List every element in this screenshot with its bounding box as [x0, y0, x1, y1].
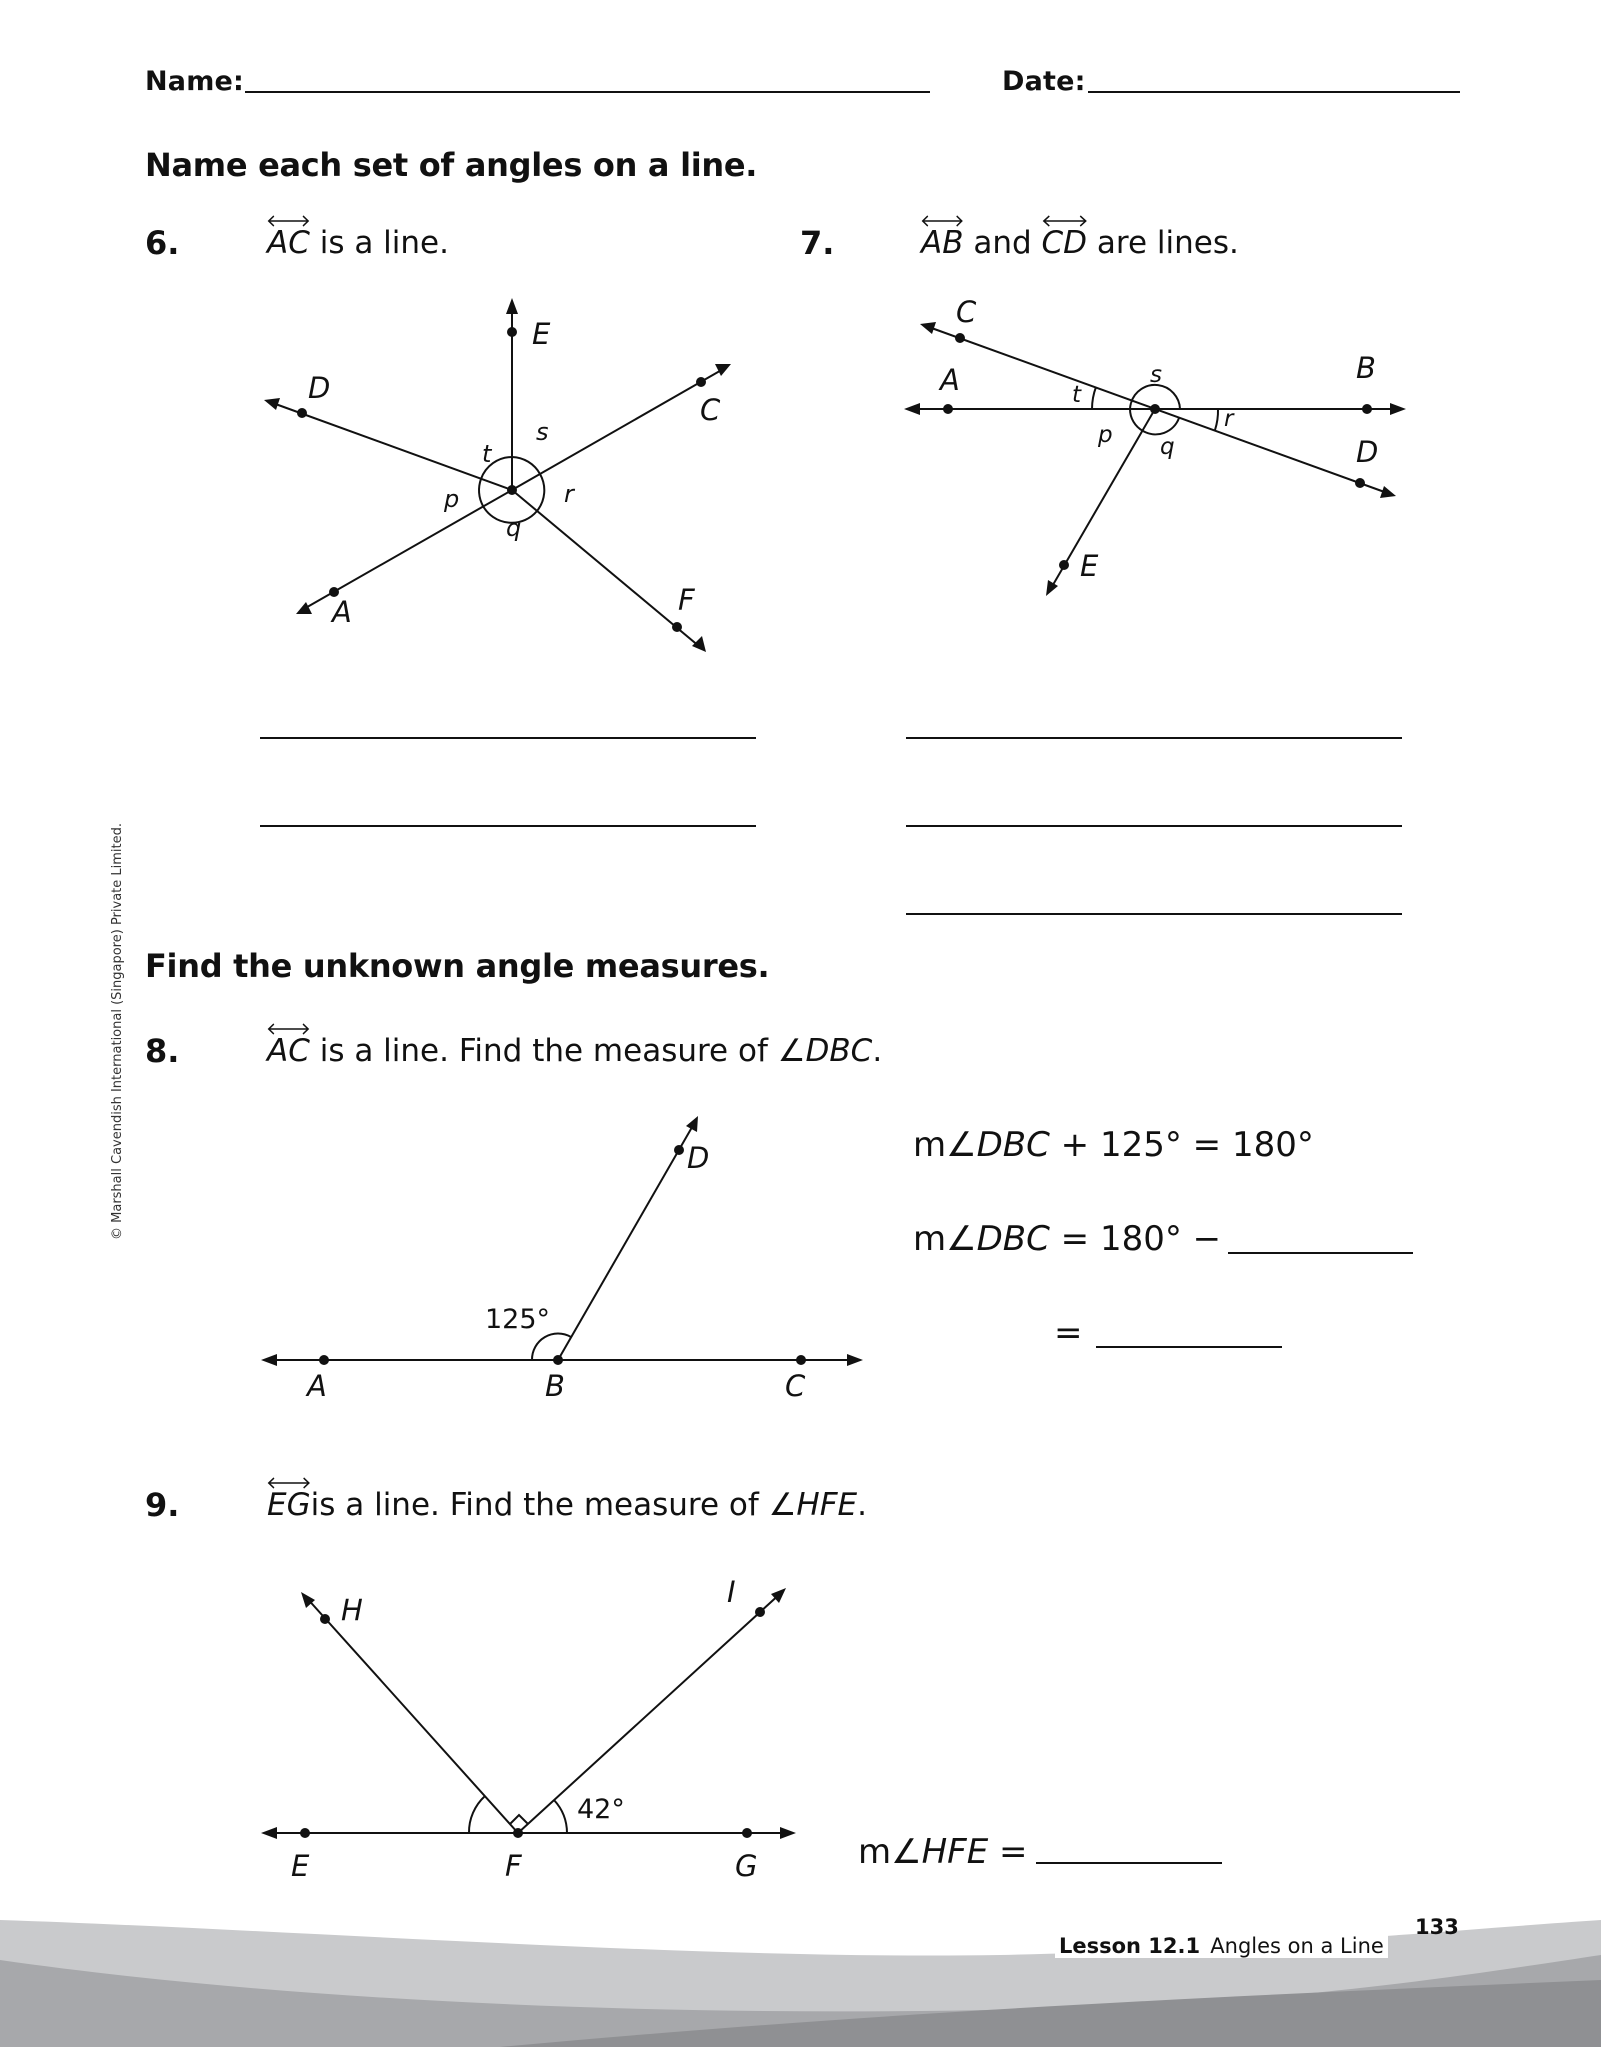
arc-r — [1215, 409, 1218, 430]
date-label: Date: — [1002, 66, 1086, 97]
q9-blank-answer[interactable] — [1036, 1862, 1222, 1864]
label-r: r — [564, 480, 574, 508]
q8-blank-answer[interactable] — [1096, 1346, 1282, 1348]
label-s: s — [1150, 362, 1162, 388]
label-c: C — [700, 393, 721, 427]
point-e — [1059, 560, 1069, 570]
label-b: B — [545, 1369, 565, 1403]
date-field-line[interactable] — [1088, 91, 1460, 93]
q8-text: is a line. Find the measure of — [309, 1033, 778, 1069]
q9-period: . — [857, 1487, 868, 1523]
q7-answer-line-3[interactable] — [906, 913, 1402, 915]
point-g — [742, 1828, 752, 1838]
label-t: t — [1072, 382, 1082, 408]
q7-and: and — [963, 225, 1042, 261]
q6-prompt — [267, 225, 449, 261]
q7-text: are lines. — [1087, 225, 1239, 261]
point-i — [755, 1607, 765, 1617]
right-angle-mark — [510, 1815, 528, 1824]
arc-s — [512, 457, 540, 474]
q9-equation: m∠HFE = — [858, 1832, 1028, 1872]
q7-answer-line-1[interactable] — [906, 737, 1402, 739]
q6-answer-line-1[interactable] — [260, 737, 756, 739]
vertex-point — [1150, 404, 1160, 414]
point-e — [507, 327, 517, 337]
q8-diagram — [255, 1110, 875, 1410]
arc-t — [1092, 387, 1096, 409]
point-b — [553, 1355, 563, 1365]
label-b: B — [1356, 351, 1376, 385]
footer-lesson: Lesson 12.1 — [1059, 1934, 1201, 1958]
point-e — [300, 1828, 310, 1838]
ray-f — [512, 490, 700, 647]
label-e: E — [291, 1849, 310, 1883]
footer-wave — [0, 1900, 1601, 2047]
label-q: q — [506, 514, 522, 542]
label-i: I — [727, 1575, 736, 1609]
section-title-name-angles: Name each set of angles on a line. — [145, 146, 758, 184]
arrowhead-c — [715, 364, 731, 376]
point-d — [297, 408, 307, 418]
q8-equation-1: m∠DBC + 125° = 180° — [913, 1125, 1314, 1165]
q9-text: is a line. Find the measure of — [310, 1487, 769, 1523]
q6-answer-line-2[interactable] — [260, 825, 756, 827]
arrowhead-d — [686, 1116, 698, 1132]
label-p: p — [444, 485, 460, 513]
q8-period: . — [872, 1033, 883, 1069]
label-a: A — [332, 595, 352, 629]
label-f: F — [678, 583, 695, 617]
label-q: q — [1160, 434, 1175, 460]
label-e: E — [1080, 549, 1099, 583]
q8-equation-2: m∠DBC = 180° − — [913, 1219, 1222, 1259]
arrowhead-a — [296, 602, 312, 614]
point-f — [513, 1828, 523, 1838]
arrowhead-d — [1380, 486, 1396, 498]
section-title-unknown-angles: Find the unknown angle measures. — [145, 947, 770, 985]
label-f: F — [505, 1849, 522, 1883]
name-field-line[interactable] — [245, 91, 930, 93]
page-number: 133 — [1415, 1915, 1459, 1939]
arrowhead-d — [264, 398, 280, 410]
ray-fh — [305, 1596, 518, 1833]
q8-prompt — [267, 1033, 882, 1069]
arc-42 — [554, 1800, 567, 1833]
q9-diagram — [255, 1570, 815, 1890]
q6-diagram — [240, 290, 760, 660]
arc-p — [1130, 409, 1143, 431]
q8-angle: ∠DBC — [777, 1033, 873, 1069]
label-d: D — [687, 1141, 710, 1175]
q6-line-name: AC — [267, 225, 310, 261]
arc-t-inner — [1130, 403, 1131, 409]
label-h: H — [341, 1593, 363, 1627]
point-c — [955, 333, 965, 343]
q7-line2: CD — [1042, 225, 1088, 261]
point-a — [319, 1355, 329, 1365]
label-t: t — [482, 440, 492, 468]
q7-line1: AB — [921, 225, 963, 261]
point-c — [796, 1355, 806, 1365]
arrowhead-g — [780, 1827, 796, 1839]
point-f — [672, 622, 682, 632]
arrowhead-b — [1390, 403, 1406, 415]
line-overarrow-icon — [267, 1023, 310, 1035]
arrowhead-a — [904, 403, 920, 415]
point-a — [943, 404, 953, 414]
arrowhead-e — [506, 298, 518, 314]
line-overarrow-icon — [267, 215, 310, 227]
footer-lesson-info — [1055, 1934, 1388, 1958]
label-r: r — [1224, 406, 1234, 432]
arc-r — [537, 474, 544, 511]
q9-line-name: EG — [267, 1487, 311, 1523]
label-s: s — [536, 418, 549, 446]
label-a: A — [307, 1369, 327, 1403]
arrowhead-c — [847, 1354, 863, 1366]
point-d — [1355, 478, 1365, 488]
point-c — [696, 377, 706, 387]
q7-answer-line-2[interactable] — [906, 825, 1402, 827]
footer-title: Angles on a Line — [1210, 1934, 1384, 1958]
label-a: A — [940, 363, 960, 397]
arrowhead-e — [261, 1827, 277, 1839]
q6-text: is a line. — [309, 225, 449, 261]
label-d: D — [308, 371, 331, 405]
arc-p — [479, 479, 483, 506]
label-e: E — [532, 317, 551, 351]
label-d: D — [1356, 435, 1379, 469]
q8-blank-subtrahend[interactable] — [1228, 1252, 1413, 1254]
q7-prompt — [921, 225, 1239, 261]
point-h — [320, 1614, 330, 1624]
arrowhead-e — [1046, 580, 1058, 596]
label-p: p — [1098, 422, 1113, 448]
arc-hfe — [469, 1796, 485, 1833]
label-g: G — [735, 1849, 758, 1883]
point-b — [1362, 404, 1372, 414]
q7-number: 7. — [800, 224, 835, 262]
line-overarrow-icon — [1042, 215, 1088, 227]
line-overarrow-icon — [267, 1477, 311, 1489]
label-angle-42: 42° — [577, 1794, 625, 1825]
arrowhead-c — [920, 322, 936, 334]
q9-angle: ∠HFE — [768, 1487, 858, 1523]
label-c: C — [956, 295, 977, 329]
vertex-point — [507, 485, 517, 495]
q8-number: 8. — [145, 1032, 180, 1070]
q7-diagram — [900, 290, 1420, 610]
line-overarrow-icon — [921, 215, 963, 227]
q8-equation-3: = — [1054, 1313, 1083, 1353]
point-d — [674, 1145, 684, 1155]
q9-number: 9. — [145, 1486, 180, 1524]
copyright-sidebar: © Marshall Cavendish International (Singapore) Private Limited. — [110, 822, 125, 1240]
label-angle-125: 125° — [485, 1304, 551, 1335]
q8-line-name: AC — [267, 1033, 310, 1069]
arrowhead-a — [261, 1354, 277, 1366]
ray-fi — [518, 1592, 782, 1833]
ray-bd — [558, 1122, 695, 1360]
q9-prompt — [267, 1487, 867, 1523]
name-label: Name: — [145, 66, 245, 97]
arrowhead-f — [692, 636, 706, 652]
q6-number: 6. — [145, 224, 180, 262]
label-c: C — [785, 1369, 806, 1403]
